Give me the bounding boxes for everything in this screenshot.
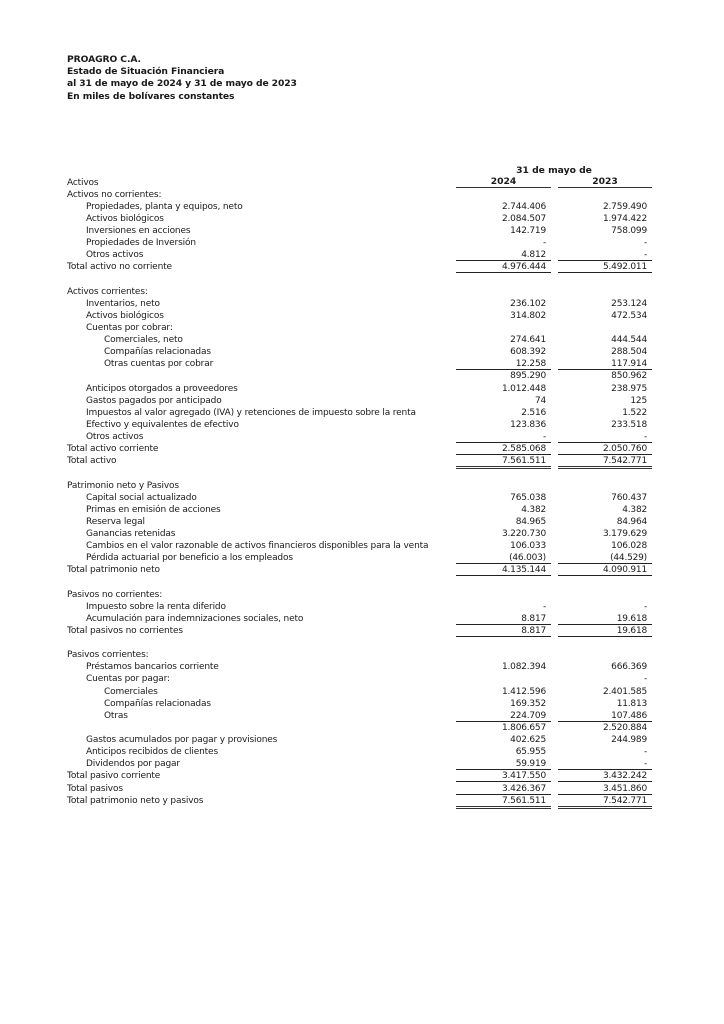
row-label: Dividendos por pagar xyxy=(86,759,180,770)
table-row xyxy=(0,770,724,782)
table-row xyxy=(0,589,724,601)
value-2023: - xyxy=(558,758,652,770)
value-2023: 666.369 xyxy=(611,662,647,673)
value-2024 xyxy=(456,286,551,297)
table-row xyxy=(0,613,724,625)
table-row xyxy=(0,673,724,685)
value-2024 xyxy=(456,177,551,188)
company-name: PROAGRO C.A. xyxy=(67,54,141,65)
row-label: Otras cuentas por cobrar xyxy=(104,359,214,370)
value-2023: 84.964 xyxy=(616,516,647,527)
statement-period: al 31 de mayo de 2024 y 31 de mayo de 2023 xyxy=(67,78,297,90)
row-label: Total pasivos no corrientes xyxy=(67,625,183,636)
value-2024: 3.220.730 xyxy=(501,528,546,539)
value-2023: 760.437 xyxy=(611,492,647,503)
table-row xyxy=(0,261,724,273)
value-2023: 244.989 xyxy=(611,735,647,746)
table-row xyxy=(0,237,724,249)
value-2023: 3.179.629 xyxy=(602,528,647,539)
row-label: Total pasivos xyxy=(67,783,123,794)
value-2023 xyxy=(558,177,652,188)
value-2023 xyxy=(558,649,652,660)
column-header-2024: 2024 xyxy=(456,176,551,188)
value-2024: 402.625 xyxy=(510,735,546,746)
value-2024: 1.412.596 xyxy=(501,686,546,697)
row-label: Cambios en el valor razonable de activos financieros disponibles para la venta xyxy=(86,541,429,552)
table-row xyxy=(0,758,724,770)
table-row xyxy=(0,177,724,189)
row-label: Total patrimonio neto xyxy=(67,565,160,576)
value-2023: 5.492.011 xyxy=(558,261,652,273)
value-2023: 125 xyxy=(630,395,647,406)
row-label: Anticipos recibidos de clientes xyxy=(86,747,218,758)
value-2024: 7.561.511 xyxy=(456,795,551,809)
row-label: Comerciales xyxy=(104,686,158,697)
value-2024: 123.836 xyxy=(510,419,546,430)
value-2024: 1.806.657 xyxy=(501,722,546,733)
value-2023: 472.534 xyxy=(611,310,647,321)
value-2023 xyxy=(558,589,652,600)
row-label: Cuentas por cobrar: xyxy=(86,322,173,333)
value-2024: 65.955 xyxy=(515,747,546,758)
table-row xyxy=(0,322,724,334)
value-2024: 608.392 xyxy=(510,347,546,358)
value-2024 xyxy=(456,467,551,478)
value-2023 xyxy=(558,480,652,491)
value-2024: 4.812 xyxy=(456,249,551,261)
value-2023: 106.028 xyxy=(611,541,647,552)
table-row xyxy=(0,504,724,516)
value-2023: 1.522 xyxy=(622,407,647,418)
table-row xyxy=(0,443,724,455)
row-label: Gastos acumulados por pagar y provisiones xyxy=(86,735,278,746)
table-row xyxy=(0,201,724,213)
value-2024: 84.965 xyxy=(515,516,546,527)
row-label: Impuesto sobre la renta diferido xyxy=(86,601,226,612)
table-row xyxy=(0,734,724,746)
value-2023: 758.099 xyxy=(611,225,647,236)
row-label: Comerciales, neto xyxy=(104,335,183,346)
value-2023: 4.090.911 xyxy=(558,564,652,576)
table-row xyxy=(0,480,724,492)
row-label: Total patrimonio neto y pasivos xyxy=(67,795,204,806)
table-row xyxy=(0,407,724,419)
value-2024: 4.382 xyxy=(521,504,546,515)
table-row xyxy=(0,346,724,358)
value-2024: 12.258 xyxy=(456,358,551,370)
value-2023: 850.962 xyxy=(611,371,647,382)
table-row xyxy=(0,213,724,225)
table-row xyxy=(0,334,724,346)
row-label: Pasivos no corrientes: xyxy=(67,589,163,600)
row-label: Activos no corrientes: xyxy=(67,189,162,200)
table-row xyxy=(0,552,724,564)
table-row xyxy=(0,649,724,661)
value-2024: - xyxy=(456,431,551,443)
row-label: Otros activos xyxy=(86,432,144,443)
table-row xyxy=(0,358,724,370)
value-2023: 19.618 xyxy=(558,613,652,625)
value-2023: 7.542.771 xyxy=(558,795,652,809)
value-2023: 2.050.760 xyxy=(558,443,652,455)
row-label: Impuestos al valor agregado (IVA) y retenciones de impuesto sobre la renta xyxy=(86,407,416,418)
table-row xyxy=(0,783,724,795)
table-row xyxy=(0,795,724,807)
row-label: Compañías relacionadas xyxy=(104,347,211,358)
value-2023: 107.486 xyxy=(558,710,652,722)
row-label: Préstamos bancarios corriente xyxy=(86,662,219,673)
table-row xyxy=(0,431,724,443)
value-2023: 233.518 xyxy=(611,419,647,430)
row-label: Inversiones en acciones xyxy=(86,225,191,236)
statement-units: En miles de bolívares constantes xyxy=(67,90,235,102)
table-row xyxy=(0,564,724,576)
value-2024 xyxy=(456,480,551,491)
value-2024 xyxy=(456,273,551,284)
value-2023: 238.975 xyxy=(611,383,647,394)
value-2024: - xyxy=(542,601,546,612)
value-2024 xyxy=(456,589,551,600)
value-2023 xyxy=(558,322,652,333)
value-2023: - xyxy=(558,249,652,261)
row-label: Inventarios, neto xyxy=(86,298,160,309)
value-2023 xyxy=(558,576,652,587)
value-2023 xyxy=(558,273,652,284)
row-label: Otras xyxy=(104,710,128,721)
table-row xyxy=(0,225,724,237)
row-label: Pérdida actuarial por beneficio a los empleados xyxy=(86,553,293,564)
value-2024: 4.976.444 xyxy=(456,261,551,273)
value-2023: 117.914 xyxy=(558,358,652,370)
table-row xyxy=(0,722,724,734)
value-2023: 253.124 xyxy=(611,298,647,309)
value-2024: 59.919 xyxy=(456,758,551,770)
value-2023: 1.974.422 xyxy=(602,213,647,224)
value-2024 xyxy=(456,576,551,587)
value-2023: 2.759.490 xyxy=(602,201,647,212)
table-row xyxy=(0,528,724,540)
table-row xyxy=(0,286,724,298)
value-2024: 74 xyxy=(534,395,546,406)
value-2024: 1.082.394 xyxy=(501,662,546,673)
value-2024: 2.585.068 xyxy=(456,443,551,455)
row-label: Acumulación para indemnizaciones sociales, neto xyxy=(86,613,304,624)
table-row xyxy=(0,395,724,407)
column-group-title: 31 de mayo de xyxy=(516,165,592,176)
statement-title: Estado de Situación Financiera xyxy=(67,66,225,78)
value-2024: 224.709 xyxy=(456,710,551,722)
value-2024: 765.038 xyxy=(510,492,546,503)
row-label: Pasivos corrientes: xyxy=(67,650,149,661)
row-label: Patrimonio neto y Pasivos xyxy=(67,480,179,491)
value-2024 xyxy=(456,189,551,200)
value-2024 xyxy=(456,673,551,684)
row-label: Efectivo y equivalentes de efectivo xyxy=(86,419,239,430)
table-row xyxy=(0,419,724,431)
value-2023: 19.618 xyxy=(558,625,652,637)
row-label: Total activo corriente xyxy=(67,444,159,455)
row-label: Compañías relacionadas xyxy=(104,698,211,709)
value-2024: 236.102 xyxy=(510,298,546,309)
table-row xyxy=(0,637,724,649)
value-2024 xyxy=(456,322,551,333)
row-label: Total pasivo corriente xyxy=(67,771,161,782)
row-label: Propiedades, planta y equipos, neto xyxy=(86,201,243,212)
value-2024 xyxy=(456,637,551,648)
value-2023: 3.432.242 xyxy=(558,770,652,782)
value-2023: 4.382 xyxy=(622,504,647,515)
table-row xyxy=(0,540,724,552)
table-row xyxy=(0,383,724,395)
value-2023: 444.544 xyxy=(611,335,647,346)
row-label: Total activo no corriente xyxy=(67,262,172,273)
row-label: Activos biológicos xyxy=(86,213,164,224)
value-2024: 2.084.507 xyxy=(501,213,546,224)
value-2024: 3.426.367 xyxy=(456,783,551,795)
value-2023 xyxy=(558,637,652,648)
value-2024: 8.817 xyxy=(456,625,551,637)
table-row xyxy=(0,249,724,261)
row-label: Gastos pagados por anticipado xyxy=(86,395,222,406)
value-2023: 7.542.771 xyxy=(558,455,652,469)
row-label: Activos xyxy=(67,177,99,188)
value-2024: 274.641 xyxy=(510,335,546,346)
value-2023: 288.504 xyxy=(611,347,647,358)
table-row xyxy=(0,298,724,310)
value-2024: 895.290 xyxy=(510,371,546,382)
value-2023 xyxy=(558,286,652,297)
row-label: Reserva legal xyxy=(86,516,145,527)
row-label: Primas en emisión de acciones xyxy=(86,504,221,515)
row-label: Capital social actualizado xyxy=(86,492,197,503)
row-label: Ganancias retenidas xyxy=(86,528,176,539)
row-label: Cuentas por pagar: xyxy=(86,674,170,685)
value-2024: (46.003) xyxy=(456,552,551,564)
column-header-2023: 2023 xyxy=(558,176,652,188)
value-2024: 8.817 xyxy=(456,613,551,625)
value-2023 xyxy=(558,189,652,200)
row-label: Total activo xyxy=(67,456,117,467)
value-2023 xyxy=(558,467,652,478)
value-2023: 3.451.860 xyxy=(558,783,652,795)
table-row xyxy=(0,686,724,698)
value-2023: - xyxy=(558,431,652,443)
table-row xyxy=(0,370,724,382)
table-row xyxy=(0,467,724,479)
table-row xyxy=(0,189,724,201)
table-row xyxy=(0,492,724,504)
table-row xyxy=(0,601,724,613)
value-2024: 314.802 xyxy=(510,310,546,321)
value-2024: - xyxy=(542,238,546,249)
value-2023: - xyxy=(643,747,647,758)
value-2024: 1.012.448 xyxy=(501,383,546,394)
row-label: Anticipos otorgados a proveedores xyxy=(86,383,238,394)
value-2023: - xyxy=(643,601,647,612)
value-2023: - xyxy=(643,238,647,249)
row-label: Activos biológicos xyxy=(86,310,164,321)
value-2024: 4.135.144 xyxy=(456,564,551,576)
table-row xyxy=(0,516,724,528)
value-2024: 3.417.550 xyxy=(456,770,551,782)
value-2023: 2.401.585 xyxy=(602,686,647,697)
table-row xyxy=(0,698,724,710)
table-row xyxy=(0,746,724,758)
value-2024: 106.033 xyxy=(510,541,546,552)
value-2024: 2.516 xyxy=(521,407,546,418)
value-2023: (44.529) xyxy=(558,552,652,564)
table-row xyxy=(0,310,724,322)
document-header xyxy=(67,54,297,103)
value-2024: 2.744.406 xyxy=(501,201,546,212)
row-label: Activos corrientes: xyxy=(67,286,148,297)
value-2023: - xyxy=(643,674,647,685)
table-row xyxy=(0,625,724,637)
value-2023: 11.813 xyxy=(616,698,647,709)
table-row xyxy=(0,710,724,722)
table-row xyxy=(0,661,724,673)
value-2024 xyxy=(456,649,551,660)
value-2023: 2.520.884 xyxy=(602,722,647,733)
value-2024: 7.561.511 xyxy=(456,455,551,469)
table-row xyxy=(0,273,724,285)
row-label: Propiedades de Inversión xyxy=(86,238,196,249)
table-row xyxy=(0,455,724,467)
value-2024: 142.719 xyxy=(510,225,546,236)
table-row xyxy=(0,576,724,588)
row-label: Otros activos xyxy=(86,250,144,261)
value-2024: 169.352 xyxy=(510,698,546,709)
